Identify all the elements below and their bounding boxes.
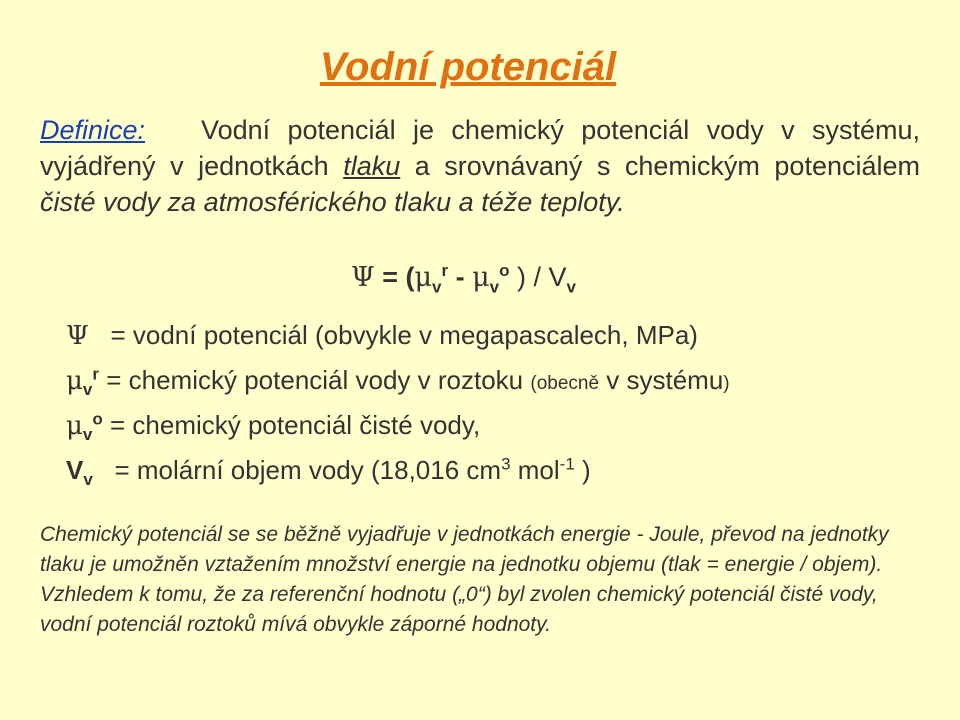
legend-sub-v: v	[82, 380, 93, 400]
legend-sub-v-2: v	[82, 425, 93, 445]
legend-mu-r-desc: = chemický potenciál vody v roztoku	[99, 365, 531, 395]
legend-mu-r-system: v systému	[599, 365, 724, 395]
mu-symbol: μ	[414, 262, 433, 293]
formula-sub-v: v	[432, 277, 442, 297]
definition-tlaku: tlaku	[343, 151, 401, 181]
definition-paragraph	[40, 112, 920, 220]
legend-mu-o-desc: = chemický potenciál čisté vody,	[102, 410, 481, 440]
page-title: Vodní potenciál	[319, 45, 617, 89]
definition-label: Definice:	[40, 115, 146, 145]
legend-psi-desc: = vodní potenciál (obvykle v megapascalech, MPa)	[110, 320, 698, 350]
formula-sup-o: o	[499, 261, 510, 280]
legend-close: )	[574, 455, 591, 485]
formula-close-div: ) / V	[509, 262, 567, 292]
legend-mu-r-paren-close: )	[723, 373, 730, 394]
formula-sup-r: r	[441, 261, 449, 280]
legend-sup-r: r	[92, 364, 99, 384]
legend-mu-symbol: μ	[66, 366, 83, 396]
legend-mu-symbol-2: μ	[66, 411, 83, 441]
psi-symbol: Ψ	[351, 262, 375, 293]
legend-sup-o: o	[92, 409, 103, 429]
legend-psi-symbol: Ψ	[66, 321, 89, 351]
legend-row-vv	[66, 454, 591, 490]
formula-sub-v-2: v	[489, 277, 500, 297]
legend-v-symbol: V	[66, 455, 84, 485]
legend-row-mu-o	[66, 409, 481, 445]
formula-minus: -	[448, 262, 473, 292]
definition-text-1: Vodní potenciál je chemický potenciál vody v systému, vyjádřený v jednotkách	[40, 115, 920, 181]
explanatory-note: Chemický potenciál se se běžně vyjadřuje v jednotkách energie - Joule, převod na jednotky tlaku je umožněn vztažením množství energie na jednotku objemu (tlak = energie / objem). Vzhledem k tomu, že za referenční hodnotu („0“) byl zvolen chemický potenciál čisté vody, vodní potenciál roztoků mívá obvykle záporné hodnoty.	[40, 523, 889, 636]
legend-mu-r-paren-open: (obecně	[530, 373, 600, 394]
definition-italic: čisté vody za atmosférického tlaku a téže teploty.	[40, 187, 625, 217]
water-potential-formula	[351, 261, 577, 297]
legend-sup-neg1: -1	[559, 454, 575, 474]
mu-symbol-2: μ	[472, 262, 490, 293]
legend-sup-3: 3	[501, 454, 511, 474]
formula-eq-open: = (	[374, 262, 415, 292]
legend-row-mu-r	[66, 364, 730, 400]
formula-sub-v-3: v	[566, 277, 577, 297]
definition-text-2: a srovnávaný s chemickým potenciálem	[400, 151, 921, 181]
legend-vv-desc: = molární objem vody (18,016 cm	[114, 455, 502, 485]
legend-sub-v-3: v	[83, 470, 93, 490]
legend-mol: mol	[510, 455, 560, 485]
legend-row-psi	[66, 320, 698, 351]
